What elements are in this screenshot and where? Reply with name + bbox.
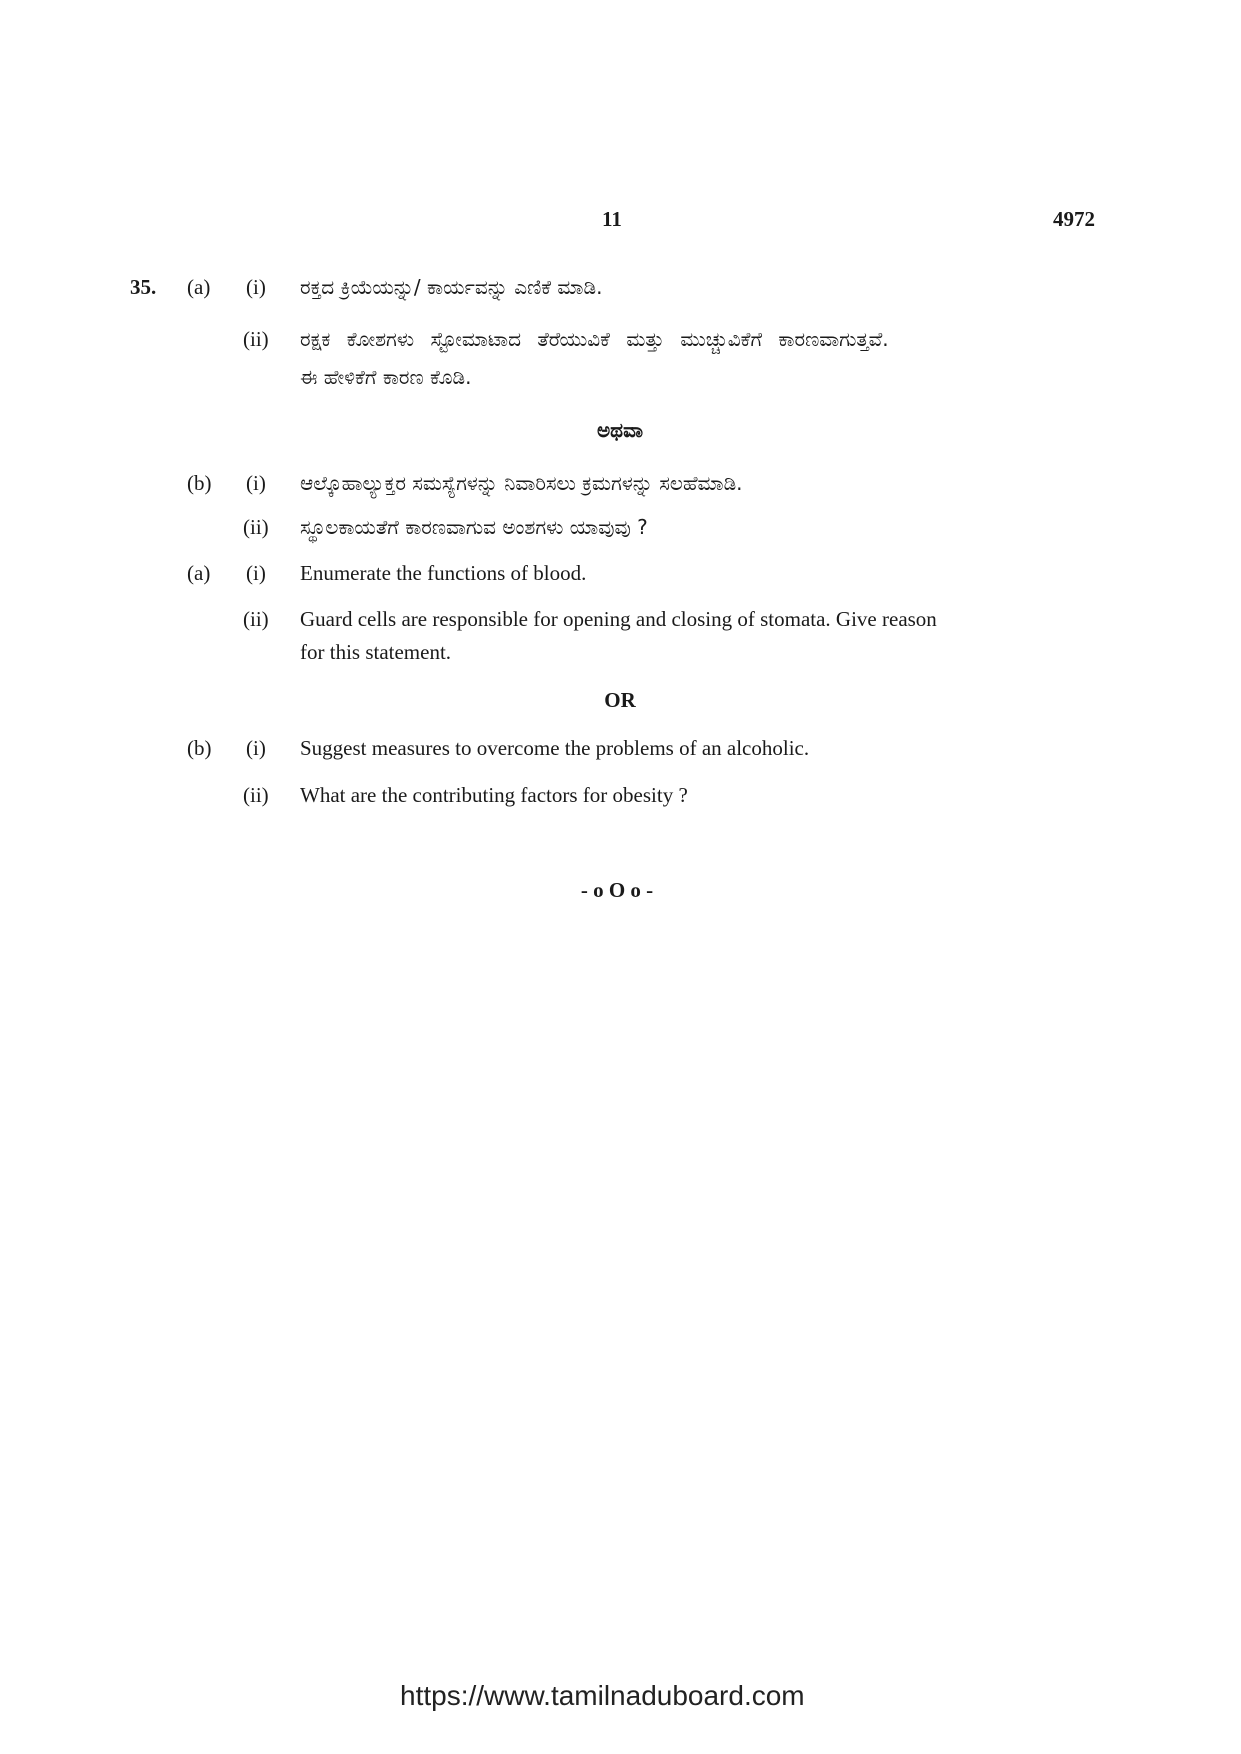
page-number: 11	[602, 207, 622, 231]
end-mark: - o O o -	[580, 878, 654, 902]
sub-i-label-en-a: (i)	[246, 561, 266, 585]
footer-url[interactable]: https://www.tamilnaduboard.com	[400, 1680, 805, 1711]
kn-b-i-text: ಆಲ್ಕೊಹಾಲ್ಯುಕ್ತರ ಸಮಸ್ಯೆಗಳನ್ನು ನಿವಾರಿಸಲು ಕ್ರಮಗಳನ್ನು ಸಲಹೆಮಾಡಿ.	[300, 471, 743, 495]
paper-code: 4972	[1053, 207, 1095, 231]
sub-ii-label-kn-b: (ii)	[243, 515, 269, 539]
en-b-ii-text: What are the contributing factors for obesity ?	[300, 783, 688, 807]
kn-a-ii-line2: ಈ ಹೇಳಿಕೆಗೆ ಕಾರಣ ಕೊಡಿ.	[300, 365, 472, 389]
en-b-i-text: Suggest measures to overcome the problems of an alcoholic.	[300, 736, 810, 760]
kn-a-i-text: ರಕ್ತದ ಕ್ರಿಯೆಯನ್ನು/ ಕಾರ್ಯವನ್ನು ಎಣಿಕೆ ಮಾಡಿ.	[300, 275, 603, 299]
sub-ii-label-kn-a: (ii)	[243, 327, 269, 351]
part-b-label-en: (b)	[187, 736, 212, 760]
en-or-divider: OR	[604, 688, 636, 712]
part-a-label-en: (a)	[187, 561, 211, 585]
en-a-ii-line1: Guard cells are responsible for opening and closing of stomata. Give reason	[300, 607, 937, 631]
kn-a-ii-line1: ರಕ್ಷಕ ಕೋಶಗಳು ಸ್ಟೋಮಾಟಾದ ತೆರೆಯುವಿಕೆ ಮತ್ತು ಮುಚ್ಚುವಿಕೆಗೆ ಕಾರಣವಾಗುತ್ತವೆ.	[300, 327, 889, 351]
part-a-label-kn: (a)	[187, 275, 211, 299]
sub-ii-label-en-a: (ii)	[243, 607, 269, 631]
kn-or-divider: ಅಥವಾ	[597, 418, 643, 442]
sub-i-label-kn-b: (i)	[246, 471, 266, 495]
kn-b-ii-text: ಸ್ಥೂಲಕಾಯತೆಗೆ ಕಾರಣವಾಗುವ ಅಂಶಗಳು ಯಾವುವು ?	[300, 515, 648, 539]
part-b-label-kn: (b)	[187, 471, 212, 495]
en-a-ii-line2: for this statement.	[300, 640, 452, 664]
question-number: 35.	[130, 275, 157, 299]
sub-ii-label-en-b: (ii)	[243, 783, 269, 807]
sub-i-label-en-b: (i)	[246, 736, 266, 760]
en-a-i-text: Enumerate the functions of blood.	[300, 561, 587, 585]
sub-i-label-kn-a: (i)	[246, 275, 266, 299]
